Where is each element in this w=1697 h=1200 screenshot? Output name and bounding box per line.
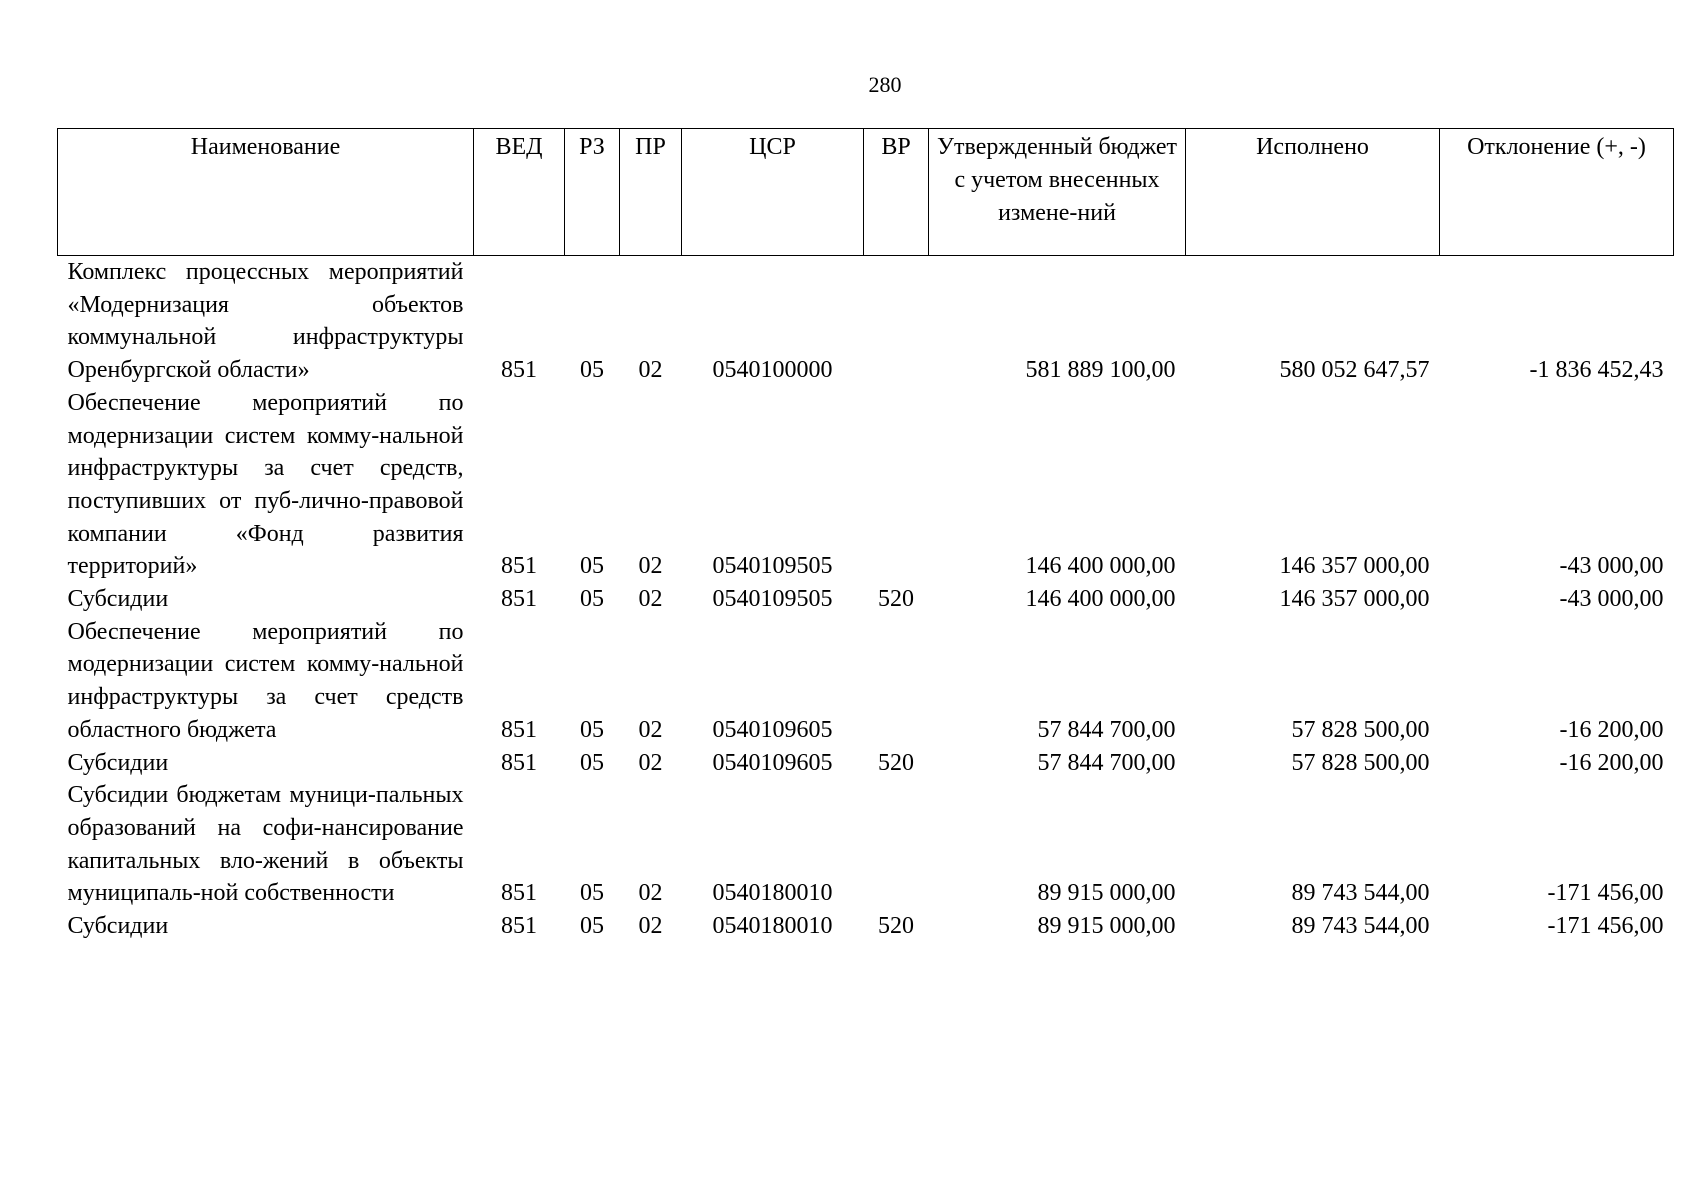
cell-rz: 05 (580, 913, 604, 940)
cell-name: Обеспечение мероприятий по модернизации систем комму-нальной инфраструктуры за счет средств областного бюджета (67, 618, 464, 743)
cell-name: Субсидии (67, 913, 169, 940)
table-row (58, 747, 1674, 780)
cell-pr: 02 (638, 357, 663, 384)
cell-csr: 0540109605 (712, 716, 833, 743)
header-name: Наименование (58, 129, 474, 256)
header-rz: РЗ (565, 129, 620, 256)
cell-ved: 851 (501, 553, 537, 580)
cell-pr: 02 (638, 716, 663, 743)
table-row (58, 779, 1674, 910)
cell-deviation: -16 200,00 (1559, 749, 1664, 776)
table-body (58, 256, 1674, 943)
cell-deviation: -1 836 452,43 (1529, 357, 1664, 384)
cell-pr: 02 (638, 553, 663, 580)
header-pr: ПР (620, 129, 682, 256)
cell-approved: 89 915 000,00 (1037, 913, 1176, 940)
cell-deviation: -16 200,00 (1559, 716, 1664, 743)
header-deviation: Отклонение (+, -) (1440, 129, 1674, 256)
table-row (58, 387, 1674, 583)
cell-ved: 851 (501, 749, 537, 776)
cell-executed: 89 743 544,00 (1291, 913, 1430, 940)
cell-pr: 02 (638, 586, 663, 613)
cell-pr: 02 (638, 749, 663, 776)
cell-name: Субсидии (67, 586, 169, 613)
cell-vr: 520 (878, 586, 914, 613)
table-row (58, 583, 1674, 616)
cell-ved: 851 (501, 913, 537, 940)
header-approved: Утвержденный бюджет с учетом внесенных измене-ний (929, 129, 1186, 256)
cell-ved: 851 (501, 357, 537, 384)
cell-pr: 02 (638, 913, 663, 940)
cell-ved: 851 (501, 716, 537, 743)
table-row (58, 910, 1674, 943)
cell-csr: 0540109505 (712, 586, 833, 613)
cell-ved: 851 (501, 880, 537, 907)
cell-vr: 520 (878, 749, 914, 776)
header-executed: Исполнено (1186, 129, 1440, 256)
cell-name: Обеспечение мероприятий по модернизации систем комму-нальной инфраструктуры за счет средств, поступивших от пуб-лично-правовой компании «Фонд развития территорий» (67, 389, 464, 580)
cell-executed: 146 357 000,00 (1279, 586, 1430, 613)
cell-csr: 0540100000 (712, 357, 833, 384)
cell-rz: 05 (580, 357, 604, 384)
cell-rz: 05 (580, 749, 604, 776)
cell-approved: 89 915 000,00 (1037, 880, 1176, 907)
cell-vr (864, 387, 929, 583)
cell-name: Комплекс процессных мероприятий «Модернизация объектов коммунальной инфраструктуры Оренбургской области» (67, 259, 464, 384)
cell-vr (864, 616, 929, 747)
cell-rz: 05 (580, 716, 604, 743)
table-row (58, 616, 1674, 747)
cell-executed: 146 357 000,00 (1279, 553, 1430, 580)
cell-rz: 05 (580, 880, 604, 907)
cell-rz: 05 (580, 553, 604, 580)
cell-deviation: -43 000,00 (1559, 586, 1664, 613)
cell-deviation: -171 456,00 (1547, 913, 1664, 940)
header-vr: ВР (864, 129, 929, 256)
cell-csr: 0540180010 (712, 913, 833, 940)
cell-name: Субсидии (67, 749, 169, 776)
cell-vr (864, 256, 929, 387)
cell-csr: 0540180010 (712, 880, 833, 907)
cell-executed: 89 743 544,00 (1291, 880, 1430, 907)
cell-name: Субсидии бюджетам муници-пальных образований на софи-нансирование капитальных вло-жений в объекты муниципаль-ной собственности (67, 782, 464, 907)
cell-pr: 02 (638, 880, 663, 907)
table-row (58, 256, 1674, 387)
cell-deviation: -171 456,00 (1547, 880, 1664, 907)
cell-csr: 0540109505 (712, 553, 833, 580)
cell-executed: 57 828 500,00 (1291, 716, 1430, 743)
cell-vr (864, 779, 929, 910)
cell-vr: 520 (878, 913, 914, 940)
budget-table (57, 128, 1674, 943)
cell-deviation: -43 000,00 (1559, 553, 1664, 580)
header-csr: ЦСР (682, 129, 864, 256)
cell-approved: 146 400 000,00 (1025, 586, 1176, 613)
cell-approved: 581 889 100,00 (1025, 357, 1176, 384)
header-ved: ВЕД (474, 129, 565, 256)
cell-approved: 146 400 000,00 (1025, 553, 1176, 580)
page-number: 280 (868, 72, 902, 97)
table-header (58, 129, 1674, 256)
cell-ved: 851 (501, 586, 537, 613)
cell-executed: 57 828 500,00 (1291, 749, 1430, 776)
cell-approved: 57 844 700,00 (1037, 749, 1176, 776)
cell-csr: 0540109605 (712, 749, 833, 776)
cell-rz: 05 (580, 586, 604, 613)
cell-approved: 57 844 700,00 (1037, 716, 1176, 743)
cell-executed: 580 052 647,57 (1279, 357, 1430, 384)
